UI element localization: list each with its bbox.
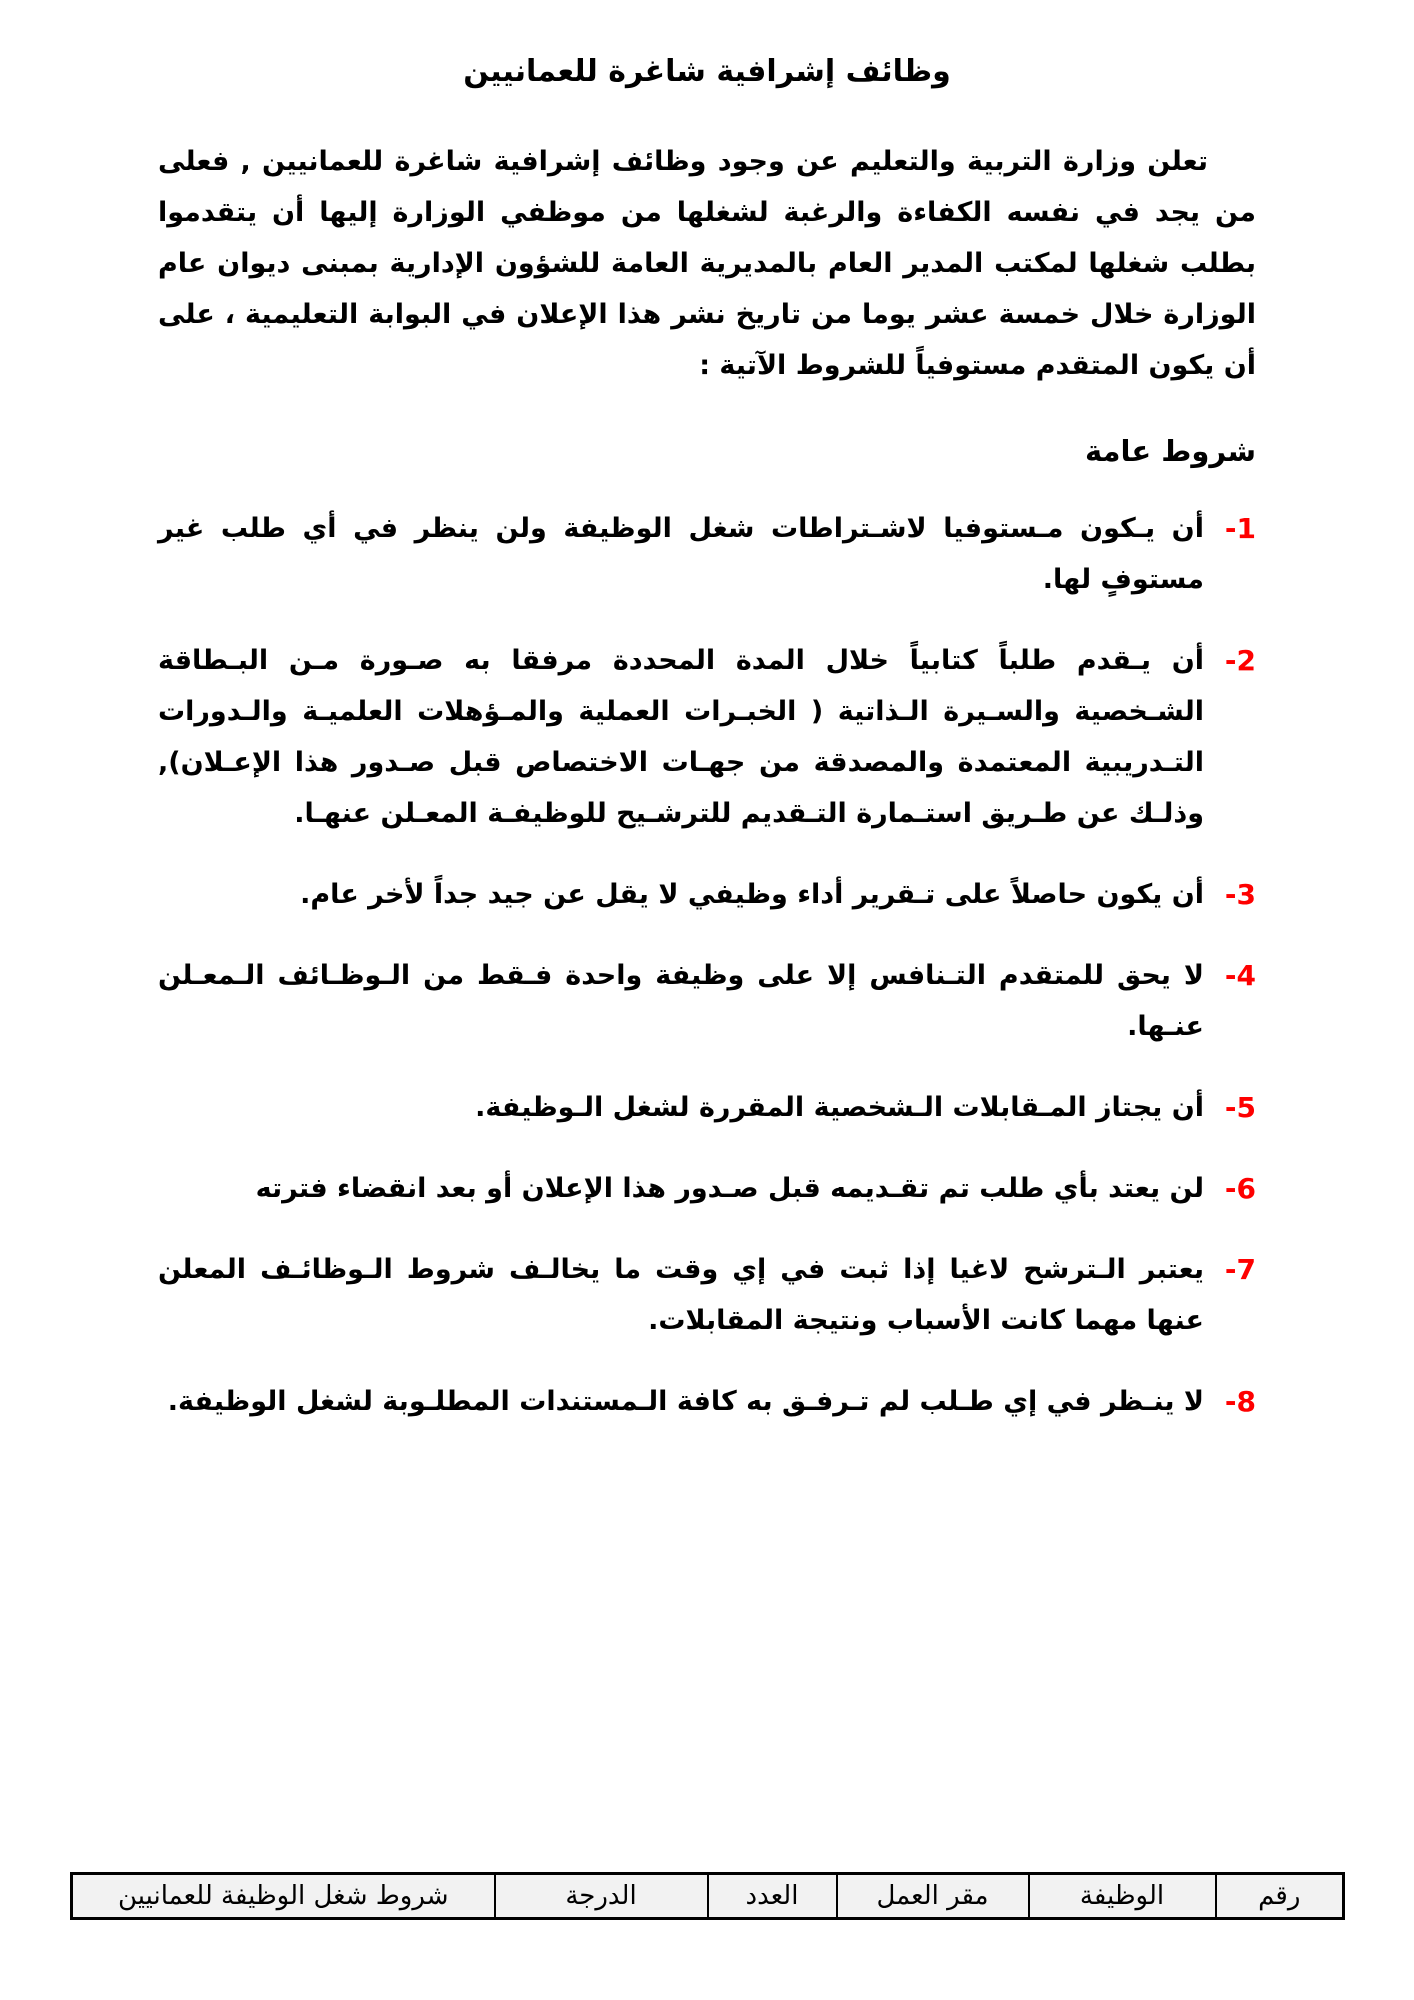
condition-item-5 <box>158 1082 1256 1133</box>
conditions-list <box>158 503 1256 1427</box>
condition-number: 3- <box>1224 878 1256 911</box>
condition-item-1 <box>158 503 1256 605</box>
condition-text: أن يـقدم طلباً كتابياً خلال المدة المحددة مرفقا به صـورة مـن البـطاقة الشـخصية والسـيرة الـذاتية ( الخبـرات العملية والمـؤهلات العلميـة والـدورات التـدريبية المعتمدة والمصدقة من جهـات الاختصاص قبل صـدور هذا الإعـلان), وذلـك عن طـريق استـمارة التـقديم للترشـيح للوظيفـة المعـلن عنهـا. <box>158 645 1204 829</box>
condition-item-3 <box>158 869 1256 920</box>
col-header-conditions-for-omanis: شروط شغل الوظيفة للعمانيين <box>72 1874 495 1919</box>
condition-item-6 <box>158 1163 1256 1214</box>
condition-number: 4- <box>1224 959 1256 992</box>
condition-number: 7- <box>1224 1253 1256 1286</box>
col-header-grade: الدرجة <box>495 1874 708 1919</box>
condition-number: 8- <box>1224 1385 1256 1418</box>
condition-item-7 <box>158 1244 1256 1346</box>
condition-text: لا ينـظر في إي طـلب لم تـرفـق به كافة الـمستندات المطلـوبة لشغل الوظيفة. <box>167 1386 1204 1417</box>
condition-item-8 <box>158 1376 1256 1427</box>
condition-text: لن يعتد بأي طلب تم تقـديمه قبل صـدور هذا الإعلان أو بعد انقضاء فترته <box>255 1173 1204 1204</box>
table-header-row <box>72 1874 1344 1919</box>
col-header-number: رقم <box>1216 1874 1344 1919</box>
col-header-work-location: مقر العمل <box>837 1874 1029 1919</box>
page-title: وظائف إشرافية شاغرة للعمانيين <box>463 54 951 89</box>
intro-paragraph: تعلن وزارة التربية والتعليم عن وجود وظائف إشرافية شاغرة للعمانيين , فعلى من يجد في نفسه الكفاءة والرغبة لشغلها من موظفي الوزارة إليها أن يتقدموا بطلب شغلها لمكتب المدير العام بالمديرية العامة للشؤون الإدارية بمبنى ديوان عام الوزارة خلال خمسة عشر يوما من تاريخ نشر هذا الإعلان في البوابة التعليمية ، على أن يكون المتقدم مستوفياً للشروط الآتية : <box>158 146 1256 381</box>
condition-number: 1- <box>1224 512 1256 545</box>
condition-number: 6- <box>1224 1172 1256 1205</box>
condition-text: أن يـكون مـستوفيا لاشـتراطات شغل الوظيفة ولن ينظر في أي طلب غير مستوفٍ لها. <box>158 513 1204 595</box>
condition-number: 2- <box>1224 644 1256 677</box>
col-header-count: العدد <box>708 1874 837 1919</box>
condition-item-4 <box>158 950 1256 1052</box>
vacancies-table <box>70 1872 1345 1920</box>
condition-item-2 <box>158 635 1256 839</box>
condition-text: أن يكون حاصلاً على تـقرير أداء وظيفي لا يقل عن جيد جداً لأخر عام. <box>300 879 1204 910</box>
condition-text: أن يجتاز المـقابلات الـشخصية المقررة لشغل الـوظيفة. <box>475 1092 1204 1123</box>
condition-text: يعتبر الـترشح لاغيا إذا ثبت في إي وقت ما يخالـف شروط الـوظائـف المعلن عنها مهما كانت الأسباب ونتيجة المقابلات. <box>158 1254 1204 1336</box>
col-header-position: الوظيفة <box>1029 1874 1216 1919</box>
condition-text: لا يحق للمتقدم التـنافس إلا على وظيفة واحدة فـقط من الـوظـائف الـمعـلن عنـها. <box>158 960 1204 1042</box>
section-heading-general-conditions: شروط عامة <box>1084 434 1256 468</box>
condition-number: 5- <box>1224 1091 1256 1124</box>
document-content <box>158 0 1256 1427</box>
